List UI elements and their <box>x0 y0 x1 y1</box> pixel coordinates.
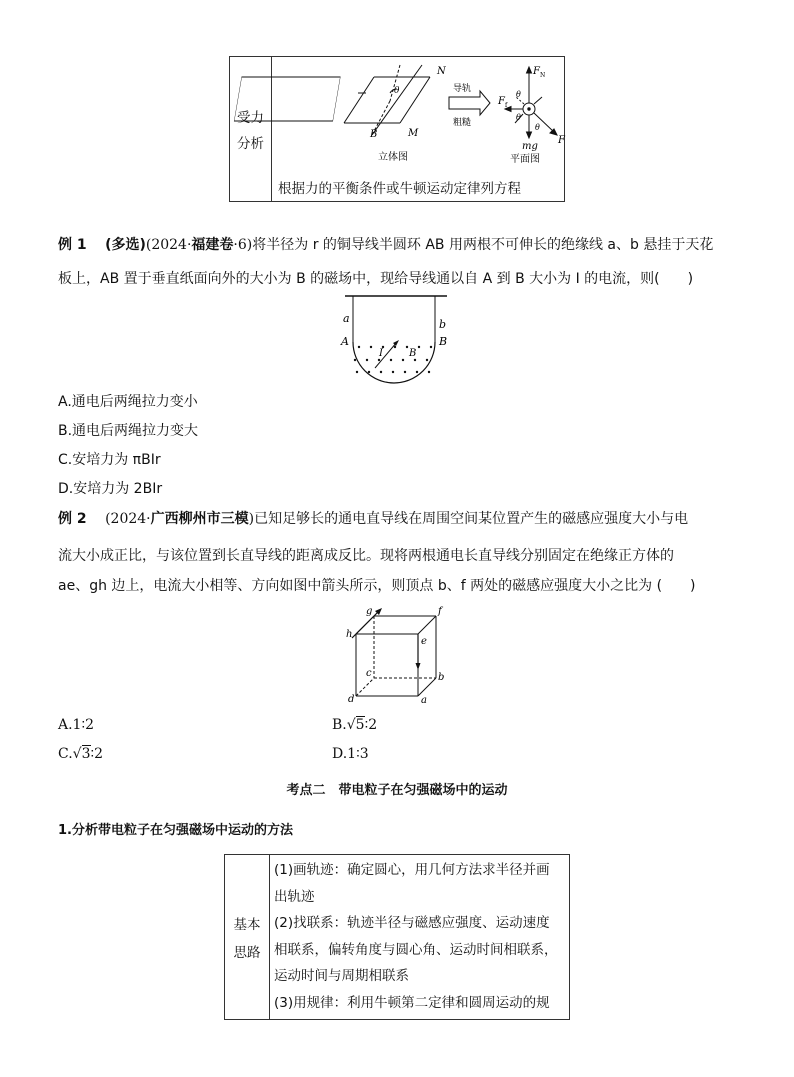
ex1-figure <box>335 290 455 386</box>
label-Ff-sub: f <box>505 102 508 110</box>
ex1-line1 <box>58 234 713 254</box>
label-B-field: B <box>409 348 417 359</box>
method-line-1: (1)画轨迹：确定圆心，用几何方法求半径并画 <box>274 862 550 878</box>
ex1-option-c: C.安培力为 πBIr <box>58 452 161 468</box>
arrow-label-line1: 导轨 <box>453 84 472 95</box>
label-A: A <box>341 335 349 348</box>
ex2-source-post: ) <box>248 511 255 527</box>
label-theta-2d-1: θ <box>516 113 521 123</box>
edge-ab <box>418 678 436 696</box>
ex2-line1 <box>58 508 688 528</box>
sqrt-symbol: √ <box>346 717 356 733</box>
ex2-option-b <box>332 717 377 733</box>
method-content-cell <box>270 855 570 1020</box>
field-dots <box>354 346 432 373</box>
vertex-e: e <box>421 636 427 647</box>
sqrt-symbol: √ <box>72 746 82 762</box>
ex2-option-a: A.1∶2 <box>58 717 95 733</box>
label-b: b <box>439 318 447 331</box>
vertex-g: g <box>366 606 373 617</box>
label-FN-sub: N <box>540 72 546 80</box>
label-mg: mg <box>522 141 538 153</box>
force-label-line1: 受力 <box>237 110 264 126</box>
ex2-text3: ae、gh 边上，电流大小相等、方向如图中箭头所示，则顶点 b、f 两处的磁感应强度大小之比为 ( ) <box>58 578 696 594</box>
method-table <box>224 854 570 1020</box>
label-I: I <box>379 348 383 359</box>
label-FN: F <box>533 66 540 78</box>
ex1-source-post: ·6) <box>233 237 253 253</box>
rod-line-2d-upper <box>534 97 542 104</box>
arrow-label-line2: 粗糙 <box>453 118 472 129</box>
ex2-label: 例 2 <box>58 511 87 527</box>
sub1-title: 1.分析带电粒子在匀强磁场中运动的方法 <box>58 823 293 838</box>
ex2-option-c-suffix: ∶2 <box>90 746 104 762</box>
plane-figure <box>505 67 557 138</box>
ex1-option-d: D.安培力为 2BIr <box>58 481 163 497</box>
ex2-option-b-prefix: B. <box>332 717 347 733</box>
force-figure-cell <box>272 57 565 174</box>
vertex-a: a <box>421 695 427 706</box>
vertex-b: b <box>438 672 445 683</box>
force-analysis-table <box>229 56 565 202</box>
transition-arrow <box>449 91 490 115</box>
caption-2d: 平面图 <box>510 154 540 166</box>
arrow-ae <box>416 663 421 670</box>
label-Ff: F <box>498 96 505 108</box>
ex2-source: 广西柳州市三模 <box>150 511 249 527</box>
ex1-text1: 将半径为 r 的铜导线半圆环 AB 用两根不可伸长的绝缘线 a、b 悬挂于天花 <box>252 237 714 253</box>
ex2-option-c-prefix: C. <box>58 746 73 762</box>
method-label-line1: 基本 <box>233 917 261 933</box>
method-label-line2: 思路 <box>233 945 261 961</box>
ex2-option-c-radicand: 3 <box>81 746 91 762</box>
vertex-f: f <box>438 606 442 617</box>
label-B-3d: B <box>370 129 378 141</box>
label-N: N <box>437 66 446 78</box>
method-label-cell <box>225 855 270 1020</box>
ex1-option-b: B.通电后两绳拉力变大 <box>58 423 199 439</box>
vertex-c: c <box>366 668 372 679</box>
method-line-3: (2)找联系：轨迹半径与磁感应强度、运动速度 <box>274 915 550 931</box>
ex2-text1: 已知足够长的通电直导线在周围空间某位置产生的磁感应强度大小与电 <box>254 511 689 527</box>
method-line-4: 相联系，偏转角度与圆心角、运动时间相联系， <box>274 941 558 958</box>
caption-3d: 立体图 <box>378 152 408 164</box>
method-line-5: 运动时间与周期相联系 <box>274 968 409 984</box>
ex2-cube-figure <box>344 604 450 708</box>
vertex-d: d <box>348 694 355 705</box>
ex1-text2: 板上，AB 置于垂直纸面向外的大小为 B 的磁场中，现给导线通以自 A 到 B 大小为 I 的电流，则( ) <box>58 271 694 287</box>
label-theta-3d: θ <box>394 86 400 97</box>
ex2-option-d: D.1∶3 <box>332 746 369 762</box>
label-F: F <box>558 135 565 147</box>
ex1-source-pre: (2024· <box>145 237 192 253</box>
ex2-option-b-suffix: ∶2 <box>364 717 378 733</box>
section-title: 考点二 带电粒子在匀强磁场中的运动 <box>286 783 508 798</box>
rail-left <box>344 77 374 123</box>
hollow-arrow <box>449 91 490 115</box>
edge-dc <box>356 678 374 696</box>
ex1-tag: (多选) <box>105 237 146 253</box>
ex2-option-c <box>58 746 103 762</box>
label-theta-2d-2: θ <box>535 123 540 133</box>
force-label-cell <box>230 57 272 202</box>
method-line-6: (3)用规律：利用牛顿第二定律和圆周运动的规 <box>274 994 550 1011</box>
ex2-option-b-radicand: 5 <box>355 717 365 733</box>
force-note: 根据力的平衡条件或牛顿运动定律列方程 <box>278 181 521 198</box>
ex1-label: 例 1 <box>58 237 87 253</box>
force-note-cell <box>272 173 565 201</box>
vertex-h: h <box>346 629 353 640</box>
ex1-source: 福建卷 <box>191 237 234 253</box>
ex2-source-pre: (2024· <box>105 511 151 527</box>
method-line-2: 出轨迹 <box>274 888 315 905</box>
force-label-line2: 分析 <box>237 136 264 152</box>
semicircle-wire <box>353 342 435 383</box>
label-B-end: B <box>439 335 448 348</box>
ex1-option-a: A.通电后两绳拉力变小 <box>58 394 198 410</box>
label-a: a <box>343 312 350 325</box>
label-M: M <box>408 128 419 140</box>
rail-right <box>400 77 430 123</box>
force-figures <box>272 57 564 173</box>
label-theta-2d-3: θ <box>516 90 521 100</box>
ex2-text2: 流大小成正比，与该位置到长直导线的距离成反比。现将两根通电长直导线分别固定在绝缘正方体的 <box>58 548 674 564</box>
edge-ef <box>418 616 436 634</box>
